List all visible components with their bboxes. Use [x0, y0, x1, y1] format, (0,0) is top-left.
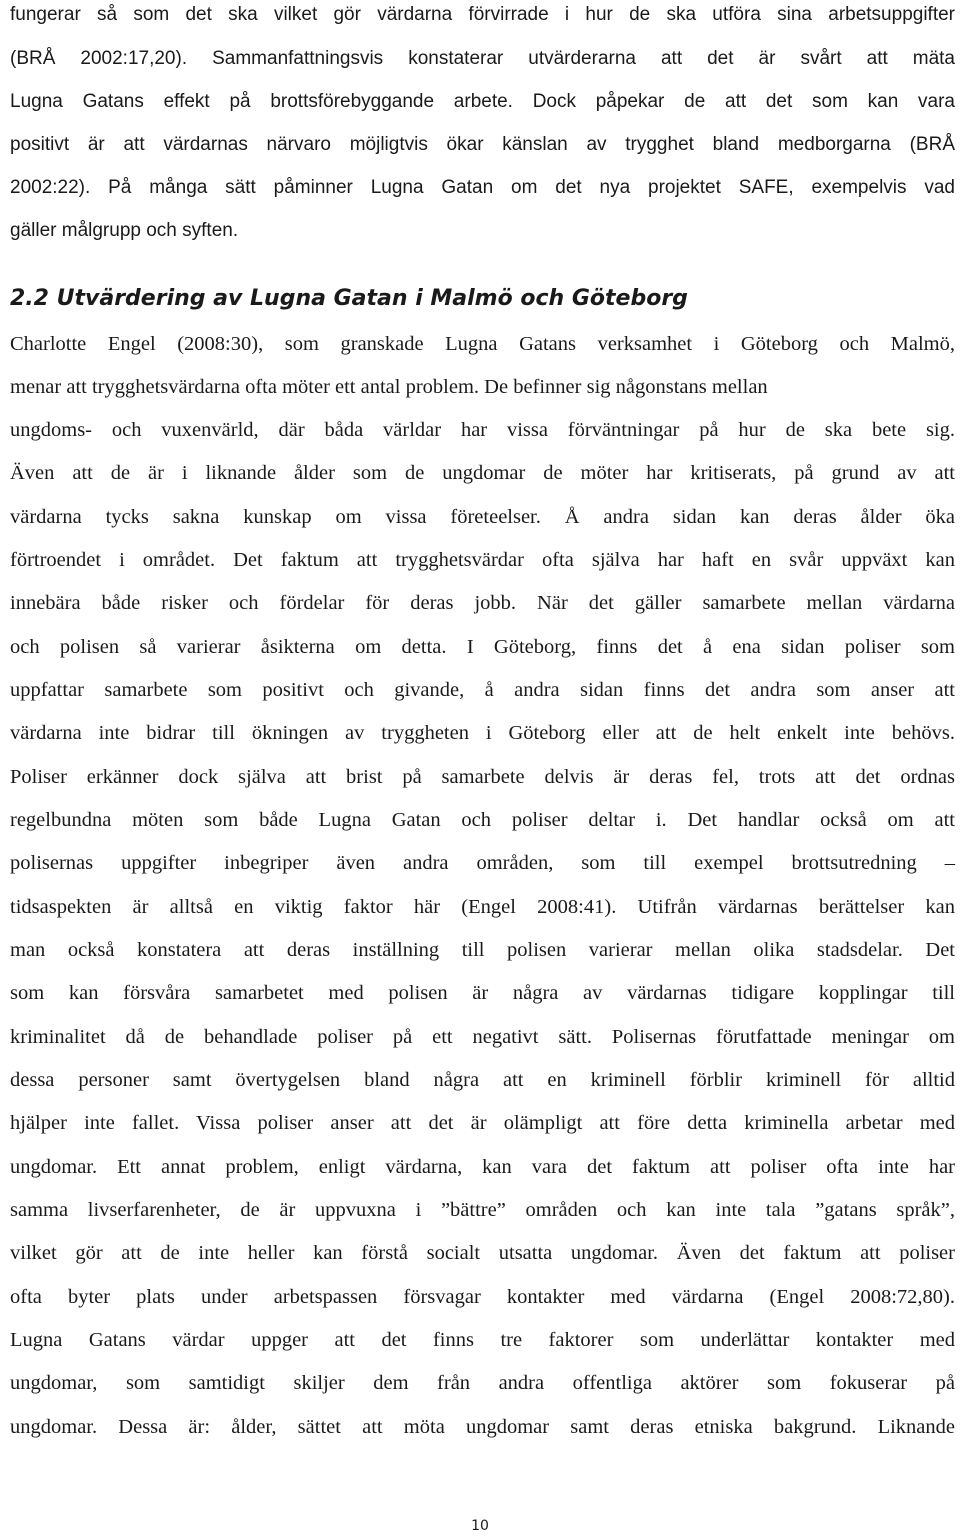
intro-line: fungerar så som det ska vilket gör värdarna förvirrade i hur de ska utföra sina arbetsuppgifter — [10, 4, 955, 25]
paragraph-line: uppfattar samarbete som positivt och givande, å andra sidan finns det andra som anser att — [10, 679, 955, 701]
paragraph-line: samma livserfarenheter, de är uppvuxna i ”bättre” områden och kan inte tala ”gatans språk”, — [10, 1199, 955, 1221]
intro-line: positivt är att värdarnas närvaro möjligtvis ökar känslan av trygghet bland medborgarna (BRÅ — [10, 134, 955, 155]
paragraph-line: Poliser erkänner dock själva att brist på samarbete delvis är deras fel, trots att det ordnas — [10, 766, 955, 788]
paragraph-line: förtroendet i området. Det faktum att trygghetsvärdar ofta själva har haft en svår uppväxt kan — [10, 549, 955, 571]
paragraph-line: menar att trygghetsvärdarna ofta möter ett antal problem. De befinner sig någonstans mellan — [10, 376, 768, 398]
intro-line: 2002:22). På många sätt påminner Lugna Gatan om det nya projektet SAFE, exempelvis vad — [10, 177, 955, 198]
paragraph-line: och polisen så varierar åsikterna om detta. I Göteborg, finns det å ena sidan poliser som — [10, 636, 955, 658]
paragraph-line: hjälper inte fallet. Vissa poliser anser att det är olämpligt att före detta kriminella arbetar med — [10, 1112, 955, 1134]
paragraph-line: vilket gör att de inte heller kan förstå socialt utsatta ungdomar. Även det faktum att poliser — [10, 1242, 955, 1264]
paragraph-line: som kan försvåra samarbetet med polisen är några av värdarnas tidigare kopplingar till — [10, 982, 955, 1004]
paragraph-line: regelbundna möten som både Lugna Gatan och poliser deltar i. Det handlar också om att — [10, 809, 955, 831]
paragraph-line: ofta byter plats under arbetspassen försvagar kontakter med värdarna (Engel 2008:72,80). — [10, 1286, 955, 1308]
paragraph-line: Även att de är i liknande ålder som de ungdomar de möter har kritiserats, på grund av att — [10, 462, 955, 484]
paragraph-line: värdarna tycks sakna kunskap om vissa företeelser. Å andra sidan kan deras ålder öka — [10, 506, 955, 528]
paragraph-line: ungdomar. Dessa är: ålder, sättet att möta ungdomar samt deras etniska bakgrund. Liknande — [10, 1416, 955, 1438]
intro-line: gäller målgrupp och syften. — [10, 220, 239, 241]
paragraph-line: Charlotte Engel (2008:30), som granskade Lugna Gatans verksamhet i Göteborg och Malmö, — [10, 333, 955, 355]
page-number: 10 — [471, 1518, 489, 1534]
paragraph-line: värdarna inte bidrar till ökningen av tryggheten i Göteborg eller att de helt enkelt inte behövs. — [10, 722, 955, 744]
intro-line: Lugna Gatans effekt på brottsförebyggande arbete. Dock påpekar de att det som kan vara — [10, 91, 955, 112]
paragraph-line: polisernas uppgifter inbegriper även andra områden, som till exempel brottsutredning – — [10, 852, 955, 874]
paragraph-line: tidsaspekten är alltså en viktig faktor här (Engel 2008:41). Utifrån värdarnas berättelser kan — [10, 896, 955, 918]
paragraph-line: dessa personer samt övertygelsen bland några att en kriminell förblir kriminell för alltid — [10, 1069, 955, 1091]
paragraph-line: ungdoms- och vuxenvärld, där båda världar har vissa förväntningar på hur de ska bete sig. — [10, 419, 955, 441]
paragraph-line: ungdomar, som samtidigt skiljer dem från andra offentliga aktörer som fokuserar på — [10, 1372, 955, 1394]
paragraph-line: kriminalitet då de behandlade poliser på ett negativt sätt. Polisernas förutfattade meningar om — [10, 1026, 955, 1048]
paragraph-line: man också konstatera att deras inställning till polisen varierar mellan olika stadsdelar. Det — [10, 939, 955, 961]
paragraph-line: innebära både risker och fördelar för deras jobb. När det gäller samarbete mellan värdarna — [10, 592, 955, 614]
intro-line: (BRÅ 2002:17,20). Sammanfattningsvis konstaterar utvärderarna att det är svårt att mäta — [10, 48, 955, 69]
paragraph-line: Lugna Gatans värdar uppger att det finns tre faktorer som underlättar kontakter med — [10, 1329, 955, 1351]
section-heading: 2.2 Utvärdering av Lugna Gatan i Malmö och Göteborg — [10, 286, 688, 311]
paragraph-line: ungdomar. Ett annat problem, enligt värdarna, kan vara det faktum att poliser ofta inte har — [10, 1156, 955, 1178]
